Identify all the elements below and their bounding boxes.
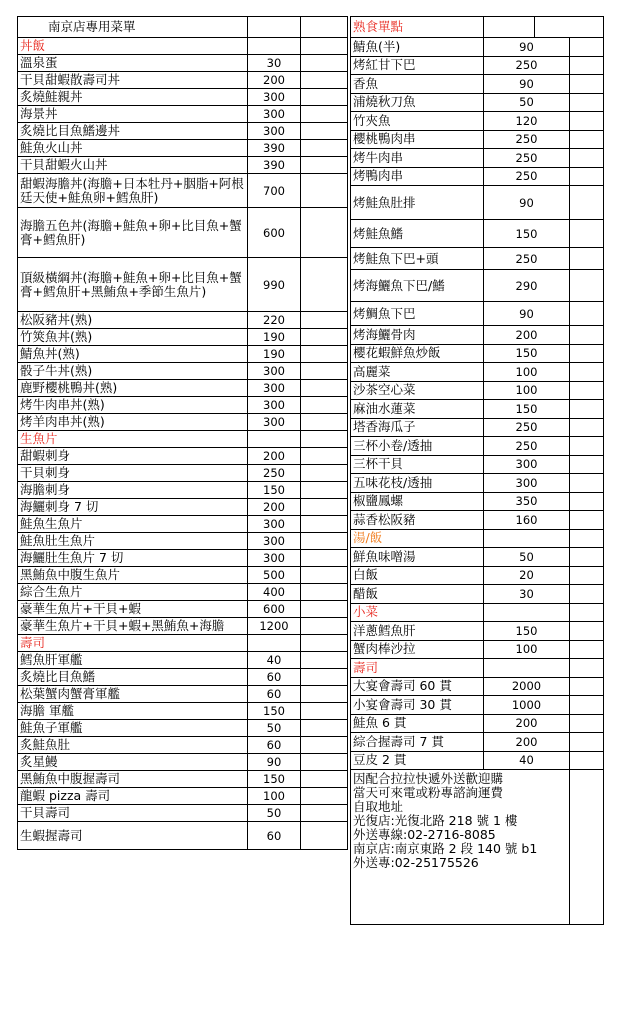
- item-price: 30: [248, 55, 301, 72]
- item-name: 麻油水蓮菜: [351, 400, 484, 419]
- item-price: 150: [484, 400, 570, 419]
- menu-row: [351, 248, 604, 270]
- item-name: 干貝甜蝦火山丼: [18, 157, 248, 174]
- item-price: 30: [484, 585, 570, 604]
- item-name: 黑鮪魚中腹生魚片: [18, 567, 248, 584]
- menu-row: [351, 93, 604, 112]
- item-name: 浦燒秋刀魚: [351, 93, 484, 112]
- item-price: 250: [248, 465, 301, 482]
- item-name: 溫泉蛋: [18, 55, 248, 72]
- item-price: 200: [248, 448, 301, 465]
- menu-header: 南京店專用菜單: [18, 17, 248, 38]
- menu-row: [351, 492, 604, 511]
- item-name: 櫻花蝦鮮魚炒飯: [351, 344, 484, 363]
- menu-row: [351, 112, 604, 131]
- item-name: 壽司: [351, 659, 484, 678]
- item-price: 120: [484, 112, 570, 131]
- item-name: 洋蔥鱈魚肝: [351, 622, 484, 641]
- item-name: 烤鮭魚鰭: [351, 220, 484, 248]
- item-price: 150: [248, 482, 301, 499]
- item-price: 160: [484, 511, 570, 530]
- item-price: 300: [248, 380, 301, 397]
- item-name: 醋飯: [351, 585, 484, 604]
- menu-row: [351, 381, 604, 400]
- menu-row: [351, 733, 604, 752]
- item-name: 竹筴魚丼(熟): [18, 329, 248, 346]
- item-price: 150: [484, 622, 570, 641]
- item-name: 丼飯: [18, 38, 248, 55]
- item-price: 300: [248, 397, 301, 414]
- menu-row: [351, 400, 604, 419]
- item-name: 烤牛肉串丼(熟): [18, 397, 248, 414]
- item-price: 350: [484, 492, 570, 511]
- item-price: 150: [248, 703, 301, 720]
- item-price: 60: [248, 686, 301, 703]
- item-price: 300: [484, 474, 570, 493]
- menu-row: [351, 302, 604, 326]
- menu-row: [351, 548, 604, 567]
- item-name: 豆皮 2 貫: [351, 751, 484, 770]
- item-name: 五味花枝/透抽: [351, 474, 484, 493]
- item-price: 60: [248, 669, 301, 686]
- item-price: 300: [248, 106, 301, 123]
- item-name: 海景丼: [18, 106, 248, 123]
- item-price: 150: [248, 771, 301, 788]
- item-price: [248, 635, 301, 652]
- menu-row: [351, 363, 604, 382]
- item-price: [248, 38, 301, 55]
- item-name: 豪華生魚片+干貝+蝦: [18, 601, 248, 618]
- menu-row: [351, 622, 604, 641]
- item-name: 鮭魚火山丼: [18, 140, 248, 157]
- item-price: 200: [484, 733, 570, 752]
- menu-row: [351, 130, 604, 149]
- item-price: 50: [248, 720, 301, 737]
- item-price: 300: [248, 516, 301, 533]
- menu-row: [18, 737, 348, 754]
- menu-row: [351, 455, 604, 474]
- item-name: 小菜: [351, 603, 484, 622]
- item-price: 400: [248, 584, 301, 601]
- item-price: [484, 529, 570, 548]
- item-price: 100: [484, 381, 570, 400]
- item-price: 300: [248, 89, 301, 106]
- item-price: 300: [484, 455, 570, 474]
- menu-row: [351, 714, 604, 733]
- item-name: 三杯干貝: [351, 455, 484, 474]
- item-name: 海膽 軍艦: [18, 703, 248, 720]
- item-name: 炙燒鮭親丼: [18, 89, 248, 106]
- item-name: 沙茶空心菜: [351, 381, 484, 400]
- item-name: 鯖魚丼(熟): [18, 346, 248, 363]
- section-header: [351, 659, 604, 678]
- item-price: 200: [484, 326, 570, 345]
- section-header: [18, 431, 348, 448]
- item-price: 200: [248, 499, 301, 516]
- item-price: 290: [484, 270, 570, 302]
- item-price: 600: [248, 601, 301, 618]
- menu-row: [351, 75, 604, 94]
- item-name: 干貝刺身: [18, 465, 248, 482]
- ordering-info: [351, 770, 570, 925]
- menu-row: [351, 640, 604, 659]
- item-name: 生魚片: [18, 431, 248, 448]
- menu-row: [18, 55, 348, 72]
- menu-row: [351, 167, 604, 186]
- item-name: 烤鴨肉串: [351, 167, 484, 186]
- menu-row: [351, 186, 604, 220]
- item-name: 炙燒比目魚鰭: [18, 669, 248, 686]
- item-price: [248, 431, 301, 448]
- item-name: 黑鮪魚中腹握壽司: [18, 771, 248, 788]
- item-name: 鮭魚子軍艦: [18, 720, 248, 737]
- item-name: 海鱺刺身 7 切: [18, 499, 248, 516]
- item-name: 鹿野櫻桃鴨丼(熟): [18, 380, 248, 397]
- menu-row: [351, 677, 604, 696]
- item-price: 300: [248, 550, 301, 567]
- item-name: 頂級橫綱丼(海膽+鮭魚+卵+比目魚+蟹膏+鱈魚肝+黑鮪魚+季節生魚片): [18, 258, 248, 312]
- item-name: 大宴會壽司 60 貫: [351, 677, 484, 696]
- menu-row: [18, 584, 348, 601]
- menu-row: [351, 474, 604, 493]
- menu-row: [18, 822, 348, 850]
- item-price: 190: [248, 329, 301, 346]
- section-header: [351, 529, 604, 548]
- item-name: 龍蝦 pizza 壽司: [18, 788, 248, 805]
- item-name: 竹夾魚: [351, 112, 484, 131]
- menu-row: [18, 754, 348, 771]
- item-price: 390: [248, 157, 301, 174]
- item-price: [484, 659, 570, 678]
- item-name: 椒鹽鳳螺: [351, 492, 484, 511]
- item-name: 海膽五色丼(海膽+鮭魚+卵+比目魚+蟹膏+鱈魚肝): [18, 208, 248, 258]
- item-price: 250: [484, 418, 570, 437]
- item-price: 60: [248, 737, 301, 754]
- item-name: 炙燒比目魚鰭邊丼: [18, 123, 248, 140]
- menu-row: [18, 448, 348, 465]
- item-name: 鮭魚肚生魚片: [18, 533, 248, 550]
- item-price: 250: [484, 248, 570, 270]
- item-name: 生蝦握壽司: [18, 822, 248, 850]
- menu-row: [18, 329, 348, 346]
- item-name: 烤紅甘下巴: [351, 56, 484, 75]
- menu-row: [18, 601, 348, 618]
- menu-row: [351, 344, 604, 363]
- menu-row: [18, 567, 348, 584]
- item-price: 990: [248, 258, 301, 312]
- menu-row: [18, 550, 348, 567]
- menu-row: [351, 56, 604, 75]
- menu-header: 熟食單點: [351, 17, 484, 38]
- item-name: 三杯小卷/透抽: [351, 437, 484, 456]
- info-line: 光復店:光復北路 218 號 1 樓: [353, 813, 518, 828]
- item-name: 烤鯛魚下巴: [351, 302, 484, 326]
- item-name: 壽司: [18, 635, 248, 652]
- section-header: [18, 635, 348, 652]
- item-name: 干貝壽司: [18, 805, 248, 822]
- item-name: 炙星鰻: [18, 754, 248, 771]
- item-price: 90: [484, 302, 570, 326]
- menu-row: [18, 805, 348, 822]
- item-price: 50: [484, 548, 570, 567]
- info-line: 外送專:02-25175526: [353, 855, 479, 870]
- menu-left-column: [17, 16, 348, 850]
- menu-row: [351, 270, 604, 302]
- info-line: 外送專線:02-2716-8085: [353, 827, 496, 842]
- item-price: 1000: [484, 696, 570, 715]
- item-price: 200: [248, 72, 301, 89]
- item-price: 90: [248, 754, 301, 771]
- item-price: 50: [248, 805, 301, 822]
- item-name: 炙鮭魚肚: [18, 737, 248, 754]
- menu-row: [18, 618, 348, 635]
- menu-row: [18, 380, 348, 397]
- menu-row: [18, 414, 348, 431]
- item-price: 50: [484, 93, 570, 112]
- item-name: 烤海鱺骨肉: [351, 326, 484, 345]
- menu-row: [351, 585, 604, 604]
- item-price: 250: [484, 437, 570, 456]
- menu-row: [18, 703, 348, 720]
- menu-row: [18, 465, 348, 482]
- menu-row: [18, 346, 348, 363]
- menu-row: [351, 751, 604, 770]
- item-name: 甜蝦刺身: [18, 448, 248, 465]
- item-price: 300: [248, 414, 301, 431]
- menu-row: [18, 140, 348, 157]
- item-price: 250: [484, 167, 570, 186]
- item-price: 600: [248, 208, 301, 258]
- item-price: 40: [248, 652, 301, 669]
- info-line: 當天可來電或粉專諮詢運費: [353, 785, 504, 800]
- item-name: 松葉蟹肉蟹膏軍艦: [18, 686, 248, 703]
- menu-row: [18, 106, 348, 123]
- menu-row: [351, 566, 604, 585]
- info-line: 因配合拉拉快遞外送歡迎購: [353, 771, 504, 786]
- item-price: 1200: [248, 618, 301, 635]
- item-name: 骰子牛丼(熟): [18, 363, 248, 380]
- item-name: 綜合生魚片: [18, 584, 248, 601]
- menu-row: [18, 312, 348, 329]
- menu-row: [18, 686, 348, 703]
- menu-row: [18, 499, 348, 516]
- item-name: 烤羊肉串丼(熟): [18, 414, 248, 431]
- item-price: 300: [248, 533, 301, 550]
- item-price: 250: [484, 149, 570, 168]
- item-name: 高麗菜: [351, 363, 484, 382]
- item-name: 湯/飯: [351, 529, 484, 548]
- item-name: 海鱺肚生魚片 7 切: [18, 550, 248, 567]
- item-price: 20: [484, 566, 570, 585]
- item-price: 200: [484, 714, 570, 733]
- item-price: 250: [484, 130, 570, 149]
- item-name: 烤鮭魚肚排: [351, 186, 484, 220]
- menu-row: [18, 123, 348, 140]
- item-price: 2000: [484, 677, 570, 696]
- menu-row: [351, 326, 604, 345]
- item-name: 蒜香松阪豬: [351, 511, 484, 530]
- item-price: 90: [484, 75, 570, 94]
- menu-row: [18, 669, 348, 686]
- item-name: 烤海鱺魚下巴/鰭: [351, 270, 484, 302]
- item-price: 100: [248, 788, 301, 805]
- item-price: 100: [484, 640, 570, 659]
- item-price: 100: [484, 363, 570, 382]
- item-price: 40: [484, 751, 570, 770]
- item-name: 干貝甜蝦散壽司丼: [18, 72, 248, 89]
- menu-row: [18, 89, 348, 106]
- item-name: 烤牛肉串: [351, 149, 484, 168]
- item-price: 90: [484, 38, 570, 57]
- menu-row: [18, 72, 348, 89]
- item-name: 松阪豬丼(熟): [18, 312, 248, 329]
- item-name: 鮮魚味噌湯: [351, 548, 484, 567]
- section-header: [18, 38, 348, 55]
- item-name: 小宴會壽司 30 貫: [351, 696, 484, 715]
- menu-row: [18, 720, 348, 737]
- item-price: 390: [248, 140, 301, 157]
- menu-row: [351, 418, 604, 437]
- item-price: 190: [248, 346, 301, 363]
- item-price: 300: [248, 363, 301, 380]
- menu-row: [18, 482, 348, 499]
- item-price: 500: [248, 567, 301, 584]
- item-name: 甜蝦海膽丼(海膽+日本牡丹+胭脂+阿根廷天使+鮭魚卵+鱈魚肝): [18, 174, 248, 208]
- menu-row: [18, 771, 348, 788]
- menu-right-column: [350, 16, 604, 925]
- info-line: 南京店:南京東路 2 段 140 號 b1: [353, 841, 538, 856]
- menu-row: [351, 220, 604, 248]
- item-price: 90: [484, 186, 570, 220]
- item-price: 250: [484, 56, 570, 75]
- item-price: 220: [248, 312, 301, 329]
- item-name: 白飯: [351, 566, 484, 585]
- menu-row: [18, 652, 348, 669]
- item-name: 塔香海瓜子: [351, 418, 484, 437]
- info-line: 自取地址: [353, 799, 404, 814]
- item-name: 綜合握壽司 7 貫: [351, 733, 484, 752]
- menu-row: [18, 788, 348, 805]
- item-price: [484, 603, 570, 622]
- menu-row: [18, 397, 348, 414]
- item-name: 鱈魚肝軍艦: [18, 652, 248, 669]
- item-name: 鮭魚 6 貫: [351, 714, 484, 733]
- item-name: 鯖魚(半): [351, 38, 484, 57]
- menu-row: [18, 363, 348, 380]
- item-price: 150: [484, 344, 570, 363]
- item-name: 烤鮭魚下巴+頭: [351, 248, 484, 270]
- menu-row: [351, 696, 604, 715]
- item-price: 150: [484, 220, 570, 248]
- menu-row: [18, 174, 348, 208]
- item-price: 700: [248, 174, 301, 208]
- item-price: 300: [248, 123, 301, 140]
- section-header: [351, 603, 604, 622]
- item-name: 鮭魚生魚片: [18, 516, 248, 533]
- menu-row: [351, 149, 604, 168]
- menu-row: [351, 437, 604, 456]
- menu-row: [18, 516, 348, 533]
- item-name: 海膽刺身: [18, 482, 248, 499]
- menu-row: [18, 258, 348, 312]
- item-name: 櫻桃鴨肉串: [351, 130, 484, 149]
- menu-row: [18, 208, 348, 258]
- item-price: 60: [248, 822, 301, 850]
- item-name: 蟹肉棒沙拉: [351, 640, 484, 659]
- menu-row: [351, 511, 604, 530]
- menu-row: [351, 38, 604, 57]
- menu-row: [18, 533, 348, 550]
- menu-row: [18, 157, 348, 174]
- item-name: 豪華生魚片+干貝+蝦+黑鮪魚+海膽: [18, 618, 248, 635]
- item-name: 香魚: [351, 75, 484, 94]
